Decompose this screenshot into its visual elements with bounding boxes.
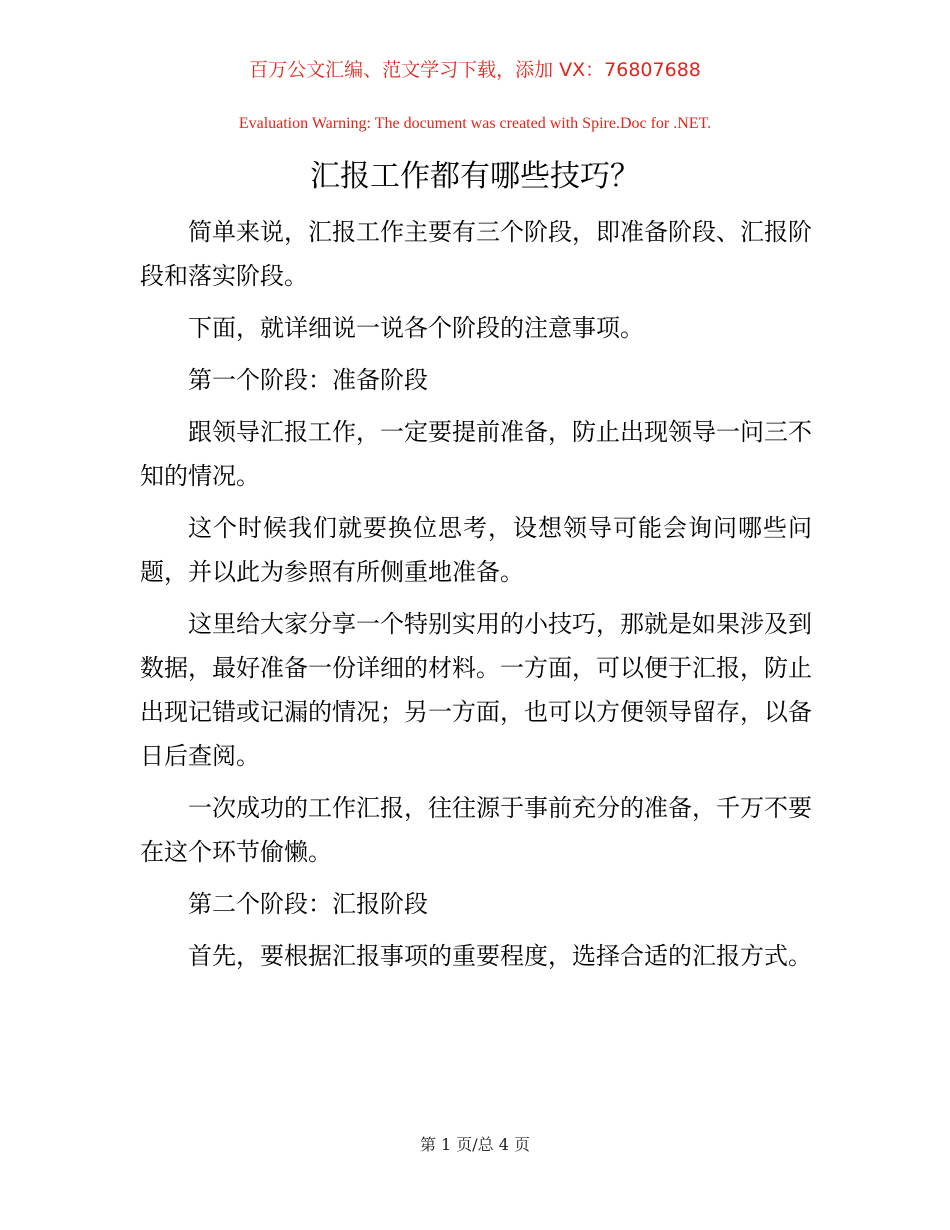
document-title: 汇报工作都有哪些技巧？ — [310, 159, 640, 194]
section-heading: 第二个阶段：汇报阶段 — [188, 890, 428, 918]
evaluation-warning: Evaluation Warning: The document was created with Spire.Doc for .NET. — [238, 115, 712, 132]
paragraph: 一次成功的工作汇报，往往源于事前充分的准备，千万不要在这个环节偷懒。 — [140, 794, 812, 866]
page-number: 第 1 页/总 4 页 — [419, 1135, 531, 1154]
promo-header-text: 百万公文汇编、范文学习下载，添加 VX：76807688 — [249, 59, 701, 81]
paragraph: 首先，要根据汇报事项的重要程度，选择合适的汇报方式。 — [188, 942, 812, 970]
paragraph: 跟领导汇报工作，一定要提前准备，防止出现领导一问三不知的情况。 — [140, 418, 812, 490]
paragraph: 这里给大家分享一个特别实用的小技巧，那就是如果涉及到数据，最好准备一份详细的材料。一方面，可以便于汇报，防止出现记错或记漏的情况；另一方面，也可以方便领导留存，以备日后查阅。 — [140, 610, 812, 770]
paragraph: 这个时候我们就要换位思考，设想领导可能会询问哪些问题，并以此为参照有所侧重地准备。 — [140, 514, 812, 586]
paragraph: 下面，就详细说一说各个阶段的注意事项。 — [188, 314, 644, 342]
document-body — [140, 210, 812, 986]
paragraph: 简单来说，汇报工作主要有三个阶段，即准备阶段、汇报阶段和落实阶段。 — [140, 218, 812, 290]
section-heading: 第一个阶段：准备阶段 — [188, 366, 428, 394]
